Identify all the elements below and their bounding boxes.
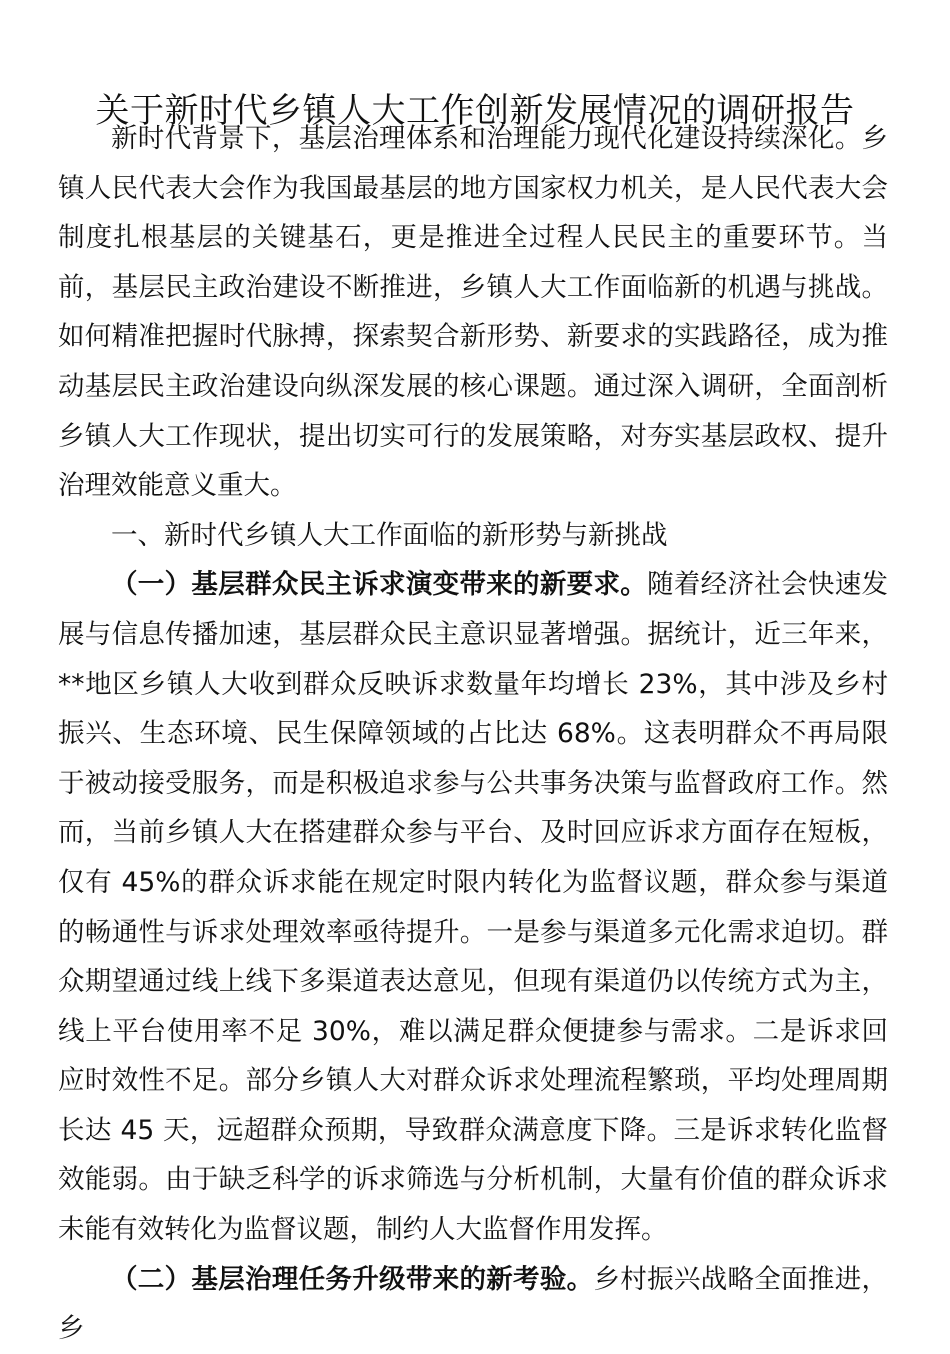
subsection-text-2: 乡村振兴战略全面推进，乡 [58,1263,889,1345]
section-heading-1: 一、新时代乡镇人大工作面临的新形势与新挑战 [111,519,668,551]
intro-paragraph: 新时代背景下，基层治理体系和治理能力现代化建设持续深化。乡镇人民代表大会作为我国最基层的地方国家权力机关，是人民代表大会制度扎根基层的关键基石，更是推进全过程人民民主的重要环节。当前，基层民主政治建设不断推进，乡镇人大工作面临新的机遇与挑战。如何精准把握时代脉搏，探索契合新形势、新要求的实践路径，成为推动基层民主政治建设向纵深发展的核心课题。通过深入调研，全面剖析乡镇人大工作现状，提出切实可行的发展策略，对夯实基层政权、提升治理效能意义重大。 [58,123,888,502]
subsection-lead-1: （一）基层群众民主诉求演变带来的新要求。 [111,569,648,601]
subsection-lead-2: （二）基层治理任务升级带来的新考验。 [111,1263,594,1295]
document-title: 关于新时代乡镇人大工作创新发展情况的调研报告 [95,90,855,131]
document-body [58,114,888,1354]
subsection-paragraph-1 [58,560,888,1254]
subsection-paragraph-2 [58,1255,888,1354]
subsection-text-1: 随着经济社会快速发展与信息传播加速，基层群众民主意识显著增强。据统计，近三年来，**地区乡镇人大收到群众反映诉求数量年均增长 23%，其中涉及乡村振兴、生态环境、民生保障领域的占比达 68%。这表明群众不再局限于被动接受服务，而是积极追求参与公共事务决策与监督政府工作。然而，当前乡镇人大在搭建群众参与平台、及时回应诉求方面存在短板，仅有 45%的群众诉求能在规定时限内转化为监督议题，群众参与渠道的畅通性与诉求处理效率亟待提升。一是参与渠道多元化需求迫切。群众期望通过线上线下多渠道表达意见，但现有渠道仍以传统方式为主，线上平台使用率不足 30%，难以满足群众便捷参与需求。二是诉求回应时效性不足。部分乡镇人大对群众诉求处理流程繁琐，平均处理周期长达 45 天，远超群众预期，导致群众满意度下降。三是诉求转化监督效能弱。由于缺乏科学的诉求筛选与分析机制，大量有价值的群众诉求未能有效转化为监督议题，制约人大监督作用发挥。 [58,569,889,1246]
